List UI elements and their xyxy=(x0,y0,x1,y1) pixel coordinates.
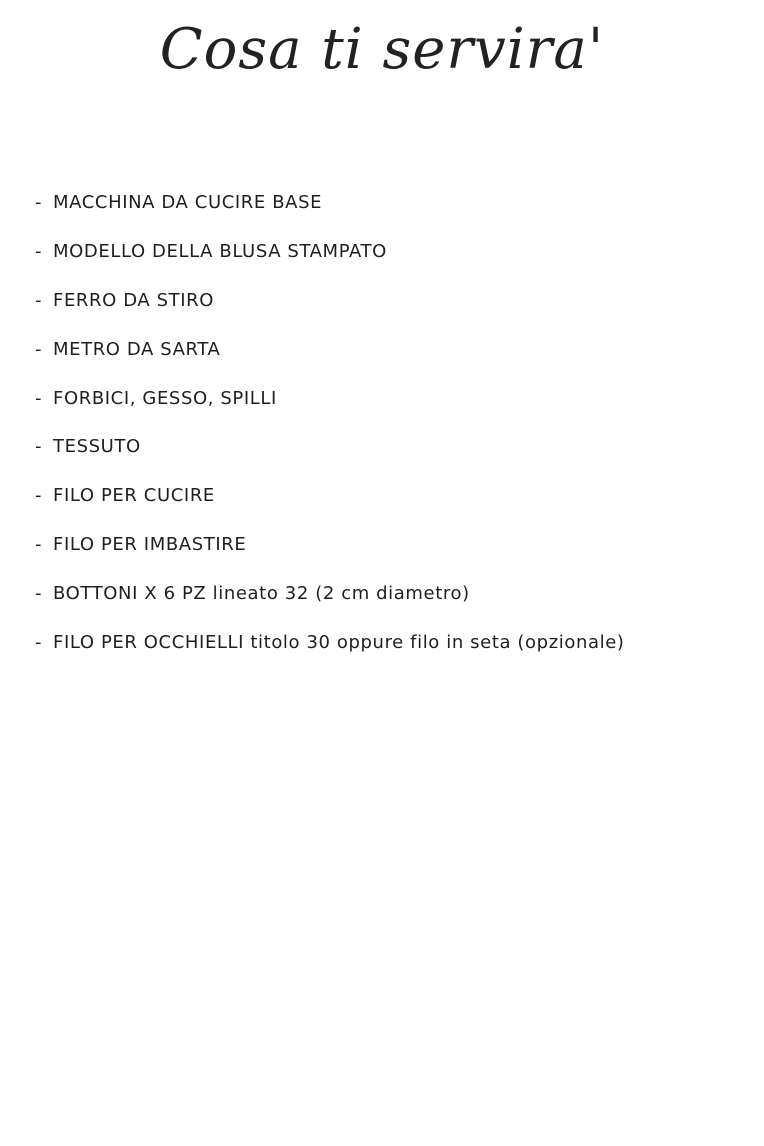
list-item-text: METRO DA SARTA xyxy=(53,338,221,360)
list-bullet: - xyxy=(35,289,43,311)
list-bullet: - xyxy=(35,436,43,458)
supplies-list xyxy=(35,190,625,679)
list-item-text: FORBICI, GESSO, SPILLI xyxy=(53,387,277,409)
list-bullet: - xyxy=(35,192,43,213)
list-item-text: FILO PER IMBASTIRE xyxy=(53,534,247,556)
list-item xyxy=(35,337,625,386)
list-item xyxy=(35,581,625,630)
list-bullet: - xyxy=(35,485,43,507)
list-item-text: BOTTONI X 6 PZ lineato 32 (2 cm diametro) xyxy=(53,583,470,605)
list-item xyxy=(35,190,625,239)
list-item-text: FILO PER OCCHIELLI titolo 30 oppure filo in seta (opzionale) xyxy=(53,632,625,654)
list-bullet: - xyxy=(35,534,43,556)
list-item-text: FILO PER CUCIRE xyxy=(53,485,215,507)
list-item xyxy=(35,239,625,288)
list-item-text: TESSUTO xyxy=(53,436,141,458)
list-bullet: - xyxy=(35,240,43,262)
list-item xyxy=(35,288,625,337)
page-title: Cosa ti servira' xyxy=(159,17,605,82)
list-bullet: - xyxy=(35,583,43,605)
list-bullet: - xyxy=(35,387,43,409)
list-item xyxy=(35,630,625,679)
list-item-text: MACCHINA DA CUCIRE BASE xyxy=(53,192,323,213)
list-item-text: MODELLO DELLA BLUSA STAMPATO xyxy=(53,240,387,262)
list-item xyxy=(35,434,625,483)
list-item xyxy=(35,532,625,581)
list-bullet: - xyxy=(35,338,43,360)
list-item-text: FERRO DA STIRO xyxy=(53,289,215,311)
list-item xyxy=(35,386,625,435)
list-item xyxy=(35,483,625,532)
list-bullet: - xyxy=(35,632,43,654)
